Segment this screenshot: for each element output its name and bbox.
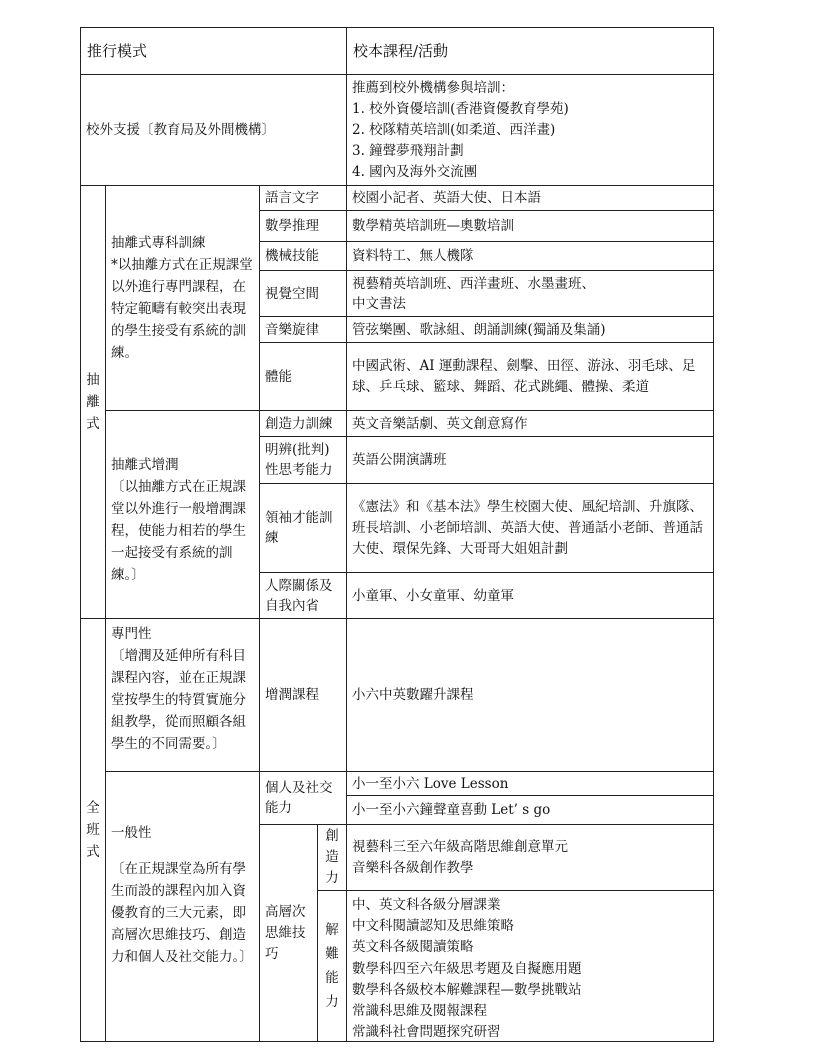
external-item: 1. 校外資優培訓(香港資優教育學苑) xyxy=(352,101,569,117)
enrichment-activity: 小六中英數躍升課程 xyxy=(352,687,474,703)
category-cell: 語言文字 xyxy=(265,190,319,206)
social-activity: 小一至小六 Love Lesson xyxy=(352,775,509,792)
external-item: 3. 鐘聲夢飛翔計劃 xyxy=(352,143,464,159)
pullout-enrichment-title: 抽離式增潤 xyxy=(111,457,179,473)
category-cell: 領袖才能訓練 xyxy=(265,510,333,546)
external-support-list xyxy=(347,76,713,185)
enrichment-category: 增潤課程 xyxy=(265,687,319,703)
activity-cell: 英語公開演講班 xyxy=(352,452,447,468)
category-cell: 體能 xyxy=(265,368,292,385)
external-item: 4. 國內及海外交流團 xyxy=(352,164,478,180)
wholeclass-general xyxy=(106,820,259,1041)
activity-cell: 《憲法》和《基本法》學生校園大使、風紀培訓、升旗隊、班長培訓、小老師培訓、英語大使、普通話小老師、普通話大使、環保先鋒、大哥哥大姐姐計劃 xyxy=(352,498,703,557)
activity-cell: 校園小記者、英語大使、日本語 xyxy=(352,190,541,206)
activity-cell: 英文音樂話劇、英文創意寫作 xyxy=(352,415,528,432)
activity-cell: 視藝精英培訓班、西洋畫班、水墨畫班、 中文書法 xyxy=(352,275,595,312)
wholeclass-specialized-title: 專門性 xyxy=(111,626,152,642)
external-support-label: 校外支援〔教育局及外間機構〕 xyxy=(86,122,275,138)
header-mode: 推行模式 xyxy=(87,42,148,60)
creativity-activity: 視藝科三至六年級高階思維創意單元 音樂科各級創作教學 xyxy=(352,838,568,876)
activity-cell: 小童軍、小女童軍、幼童軍 xyxy=(352,587,514,604)
activity-cell: 資料特工、無人機隊 xyxy=(352,248,474,264)
creativity-category: 創 造 力 xyxy=(325,828,339,886)
category-cell: 明辨(批判) 性思考能力 xyxy=(265,442,333,478)
activity-cell: 中國武術、AI 運動課程、劍擊、田徑、游泳、羽毛球、足球、乒乓球、籃球、舞蹈、花式跳繩、體操、柔道 xyxy=(352,357,696,395)
external-intro: 推薦到校外機構參與培訓： xyxy=(352,80,514,96)
social-activity: 小一至小六鐘聲童喜動 Let’ s go xyxy=(352,802,551,818)
activity-cell: 管弦樂團、歌詠組、朗誦訓練(獨誦及集誦) xyxy=(352,321,606,338)
category-cell: 機械技能 xyxy=(265,248,319,264)
header-curriculum: 校本課程/活動 xyxy=(353,42,449,60)
pullout-enrichment xyxy=(106,452,259,618)
hots-category: 高層次 思維技 巧 xyxy=(265,903,306,962)
row-line xyxy=(317,890,714,891)
table-border-bottom xyxy=(80,1041,714,1042)
social-category: 個人及社交能力 xyxy=(265,780,333,816)
pullout-specialized-title: 抽離式專科訓練 xyxy=(111,235,206,251)
problem-solving-activity: 中、英文科各級分層課業 中文科閱讀認知及思維策略 英文科各級閱讀策略 數學科四至六年級思考題及自擬應用題 數學科各級校本解難課程—數學挑戰站 常識科思維及閱報課程 常識科社會問題探究研習 xyxy=(352,897,582,1041)
category-cell: 數學推理 xyxy=(265,218,319,234)
pullout-specialized xyxy=(106,230,259,410)
category-cell: 視覺空間 xyxy=(265,285,319,302)
category-cell: 音樂旋律 xyxy=(265,321,319,338)
pullout-label: 抽 離 式 xyxy=(86,372,100,432)
activity-cell: 數學精英培訓班—奧數培訓 xyxy=(352,218,514,234)
wholeclass-general-desc: 〔在正規課堂為所有學生而設的課程內加入資優教育的三大元素，即高層次思維技巧、創造力和個人及社交能力。〕 xyxy=(111,861,253,965)
external-item: 2. 校隊精英培訓(如柔道、西洋畫) xyxy=(352,122,556,138)
wholeclass-general-title: 一般性 xyxy=(111,825,152,841)
wholeclass-label: 全 班 式 xyxy=(86,800,100,860)
wholeclass-specialized-desc: 〔增潤及延伸所有科目課程內容，並在正規課堂按學生的特質實施分組教學，從而照顧各組學生的不同需要。〕 xyxy=(111,648,246,752)
category-cell: 創造力訓練 xyxy=(265,415,333,432)
problem-solving-category: 解 難 能 力 xyxy=(325,922,339,1010)
category-cell: 人際關係及 自我內省 xyxy=(265,577,333,614)
wholeclass-specialized xyxy=(106,621,259,771)
pullout-specialized-desc: *以抽離方式在正規課堂以外進行專門課程，在特定範疇有較突出表現的學生接受有系統的訓練。 xyxy=(111,257,253,361)
pullout-enrichment-desc: 〔以抽離方式在正規課堂以外進行一般增潤課程，使能力相若的學生一起接受有系統的訓練。〕 xyxy=(111,479,246,583)
